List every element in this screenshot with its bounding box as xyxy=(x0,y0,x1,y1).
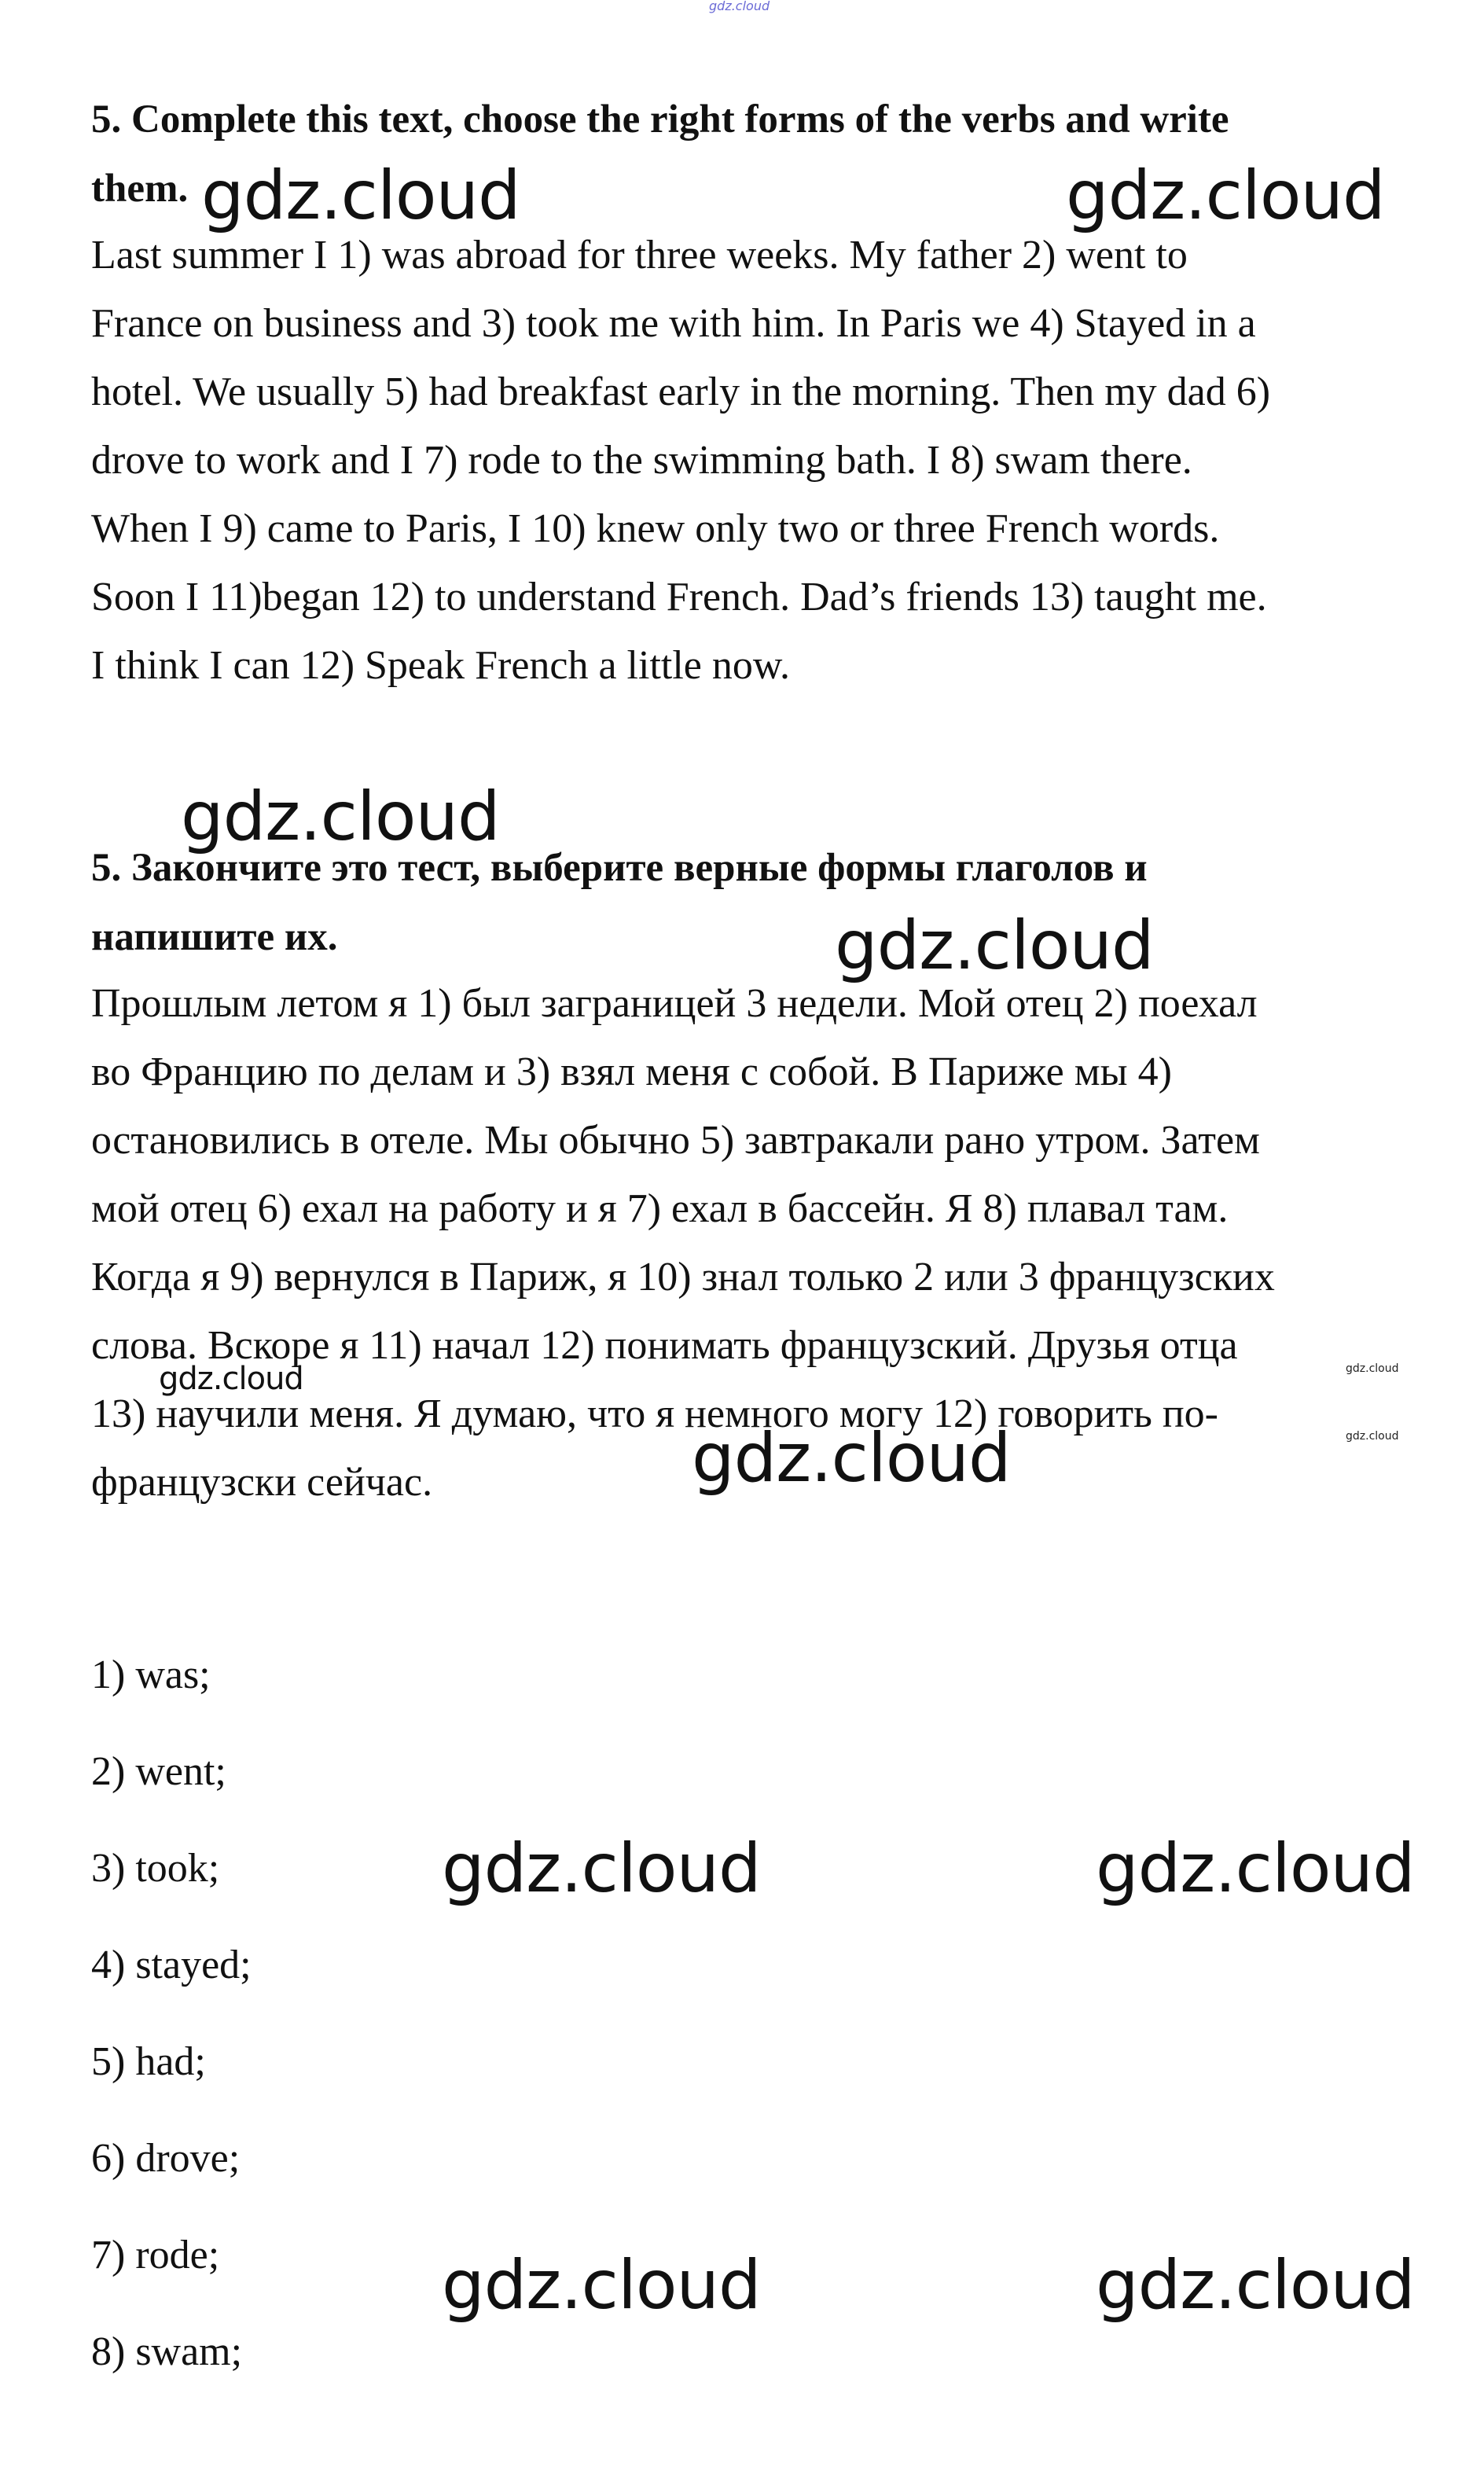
answer-item: 2) went; xyxy=(91,1749,226,1794)
russian-text-line: слова. Вскоре я 11) начал 12) понимать французский. Друзья отца xyxy=(91,1323,1238,1368)
watermark: gdz.cloud xyxy=(1346,1362,1399,1375)
watermark: gdz.cloud xyxy=(181,777,500,856)
watermark: gdz.cloud xyxy=(201,156,520,235)
watermark: gdz.cloud xyxy=(835,906,1154,985)
english-text-line: When I 9) came to Paris, I 10) knew only two or three French words. xyxy=(91,506,1220,551)
answer-item: 8) swam; xyxy=(91,2329,243,2374)
russian-text-line: Когда я 9) вернулся в Париж, я 10) знал только 2 или 3 французских xyxy=(91,1255,1275,1299)
english-text-line: I think I can 12) Speak French a little now. xyxy=(91,643,791,688)
answer-item: 3) took; xyxy=(91,1846,220,1891)
answer-item: 6) drove; xyxy=(91,2136,241,2181)
answer-item: 7) rode; xyxy=(91,2233,220,2277)
russian-text-line: французски сейчас. xyxy=(91,1460,433,1505)
watermark: gdz.cloud xyxy=(1066,156,1385,235)
watermark: gdz.cloud xyxy=(442,2246,761,2325)
english-heading-line: 5. Complete this text, choose the right forms of the verbs and write xyxy=(91,97,1229,142)
watermark: gdz.cloud xyxy=(1346,1430,1399,1443)
english-text-line: France on business and 3) took me with him. In Paris we 4) Stayed in a xyxy=(91,301,1256,346)
russian-heading-line: напишите их. xyxy=(91,915,338,959)
watermark: gdz.cloud xyxy=(709,0,770,13)
english-text-line: hotel. We usually 5) had breakfast early in the morning. Then my dad 6) xyxy=(91,369,1271,414)
russian-text-line: остановились в отеле. Мы обычно 5) завтракали рано утром. Затем xyxy=(91,1118,1260,1163)
answers-list xyxy=(91,1640,252,2413)
russian-text-line: мой отец 6) ехал на работу и я 7) ехал в бассейн. Я 8) плавал там. xyxy=(91,1186,1229,1231)
russian-text-line: 13) научили меня. Я думаю, что я немного могу 12) говорить по- xyxy=(91,1391,1218,1436)
answer-item: 4) stayed; xyxy=(91,1943,252,1987)
watermark: gdz.cloud xyxy=(692,1419,1011,1498)
russian-text-line: Прошлым летом я 1) был заграницей 3 недели. Мой отец 2) поехал xyxy=(91,981,1258,1026)
watermark: gdz.cloud xyxy=(442,1829,761,1908)
russian-heading-line: 5. Закончите это тест, выберите верные формы глаголов и xyxy=(91,846,1148,890)
english-task-text xyxy=(91,221,1427,700)
watermark: gdz.cloud xyxy=(159,1361,303,1397)
english-text-line: Soon I 11)began 12) to understand French. Dad’s friends 13) taught me. xyxy=(91,575,1267,619)
english-heading-line: them. xyxy=(91,167,189,211)
russian-text-line: во Францию по делам и 3) взял меня с собой. В Париже мы 4) xyxy=(91,1050,1172,1094)
watermark: gdz.cloud xyxy=(1096,2246,1415,2325)
answer-item: 5) had; xyxy=(91,2039,206,2084)
answer-item: 1) was; xyxy=(91,1652,211,1697)
english-text-line: Last summer I 1) was abroad for three weeks. My father 2) went to xyxy=(91,233,1188,278)
watermark: gdz.cloud xyxy=(1096,1829,1415,1908)
english-text-line: drove to work and I 7) rode to the swimming bath. I 8) swam there. xyxy=(91,438,1192,483)
